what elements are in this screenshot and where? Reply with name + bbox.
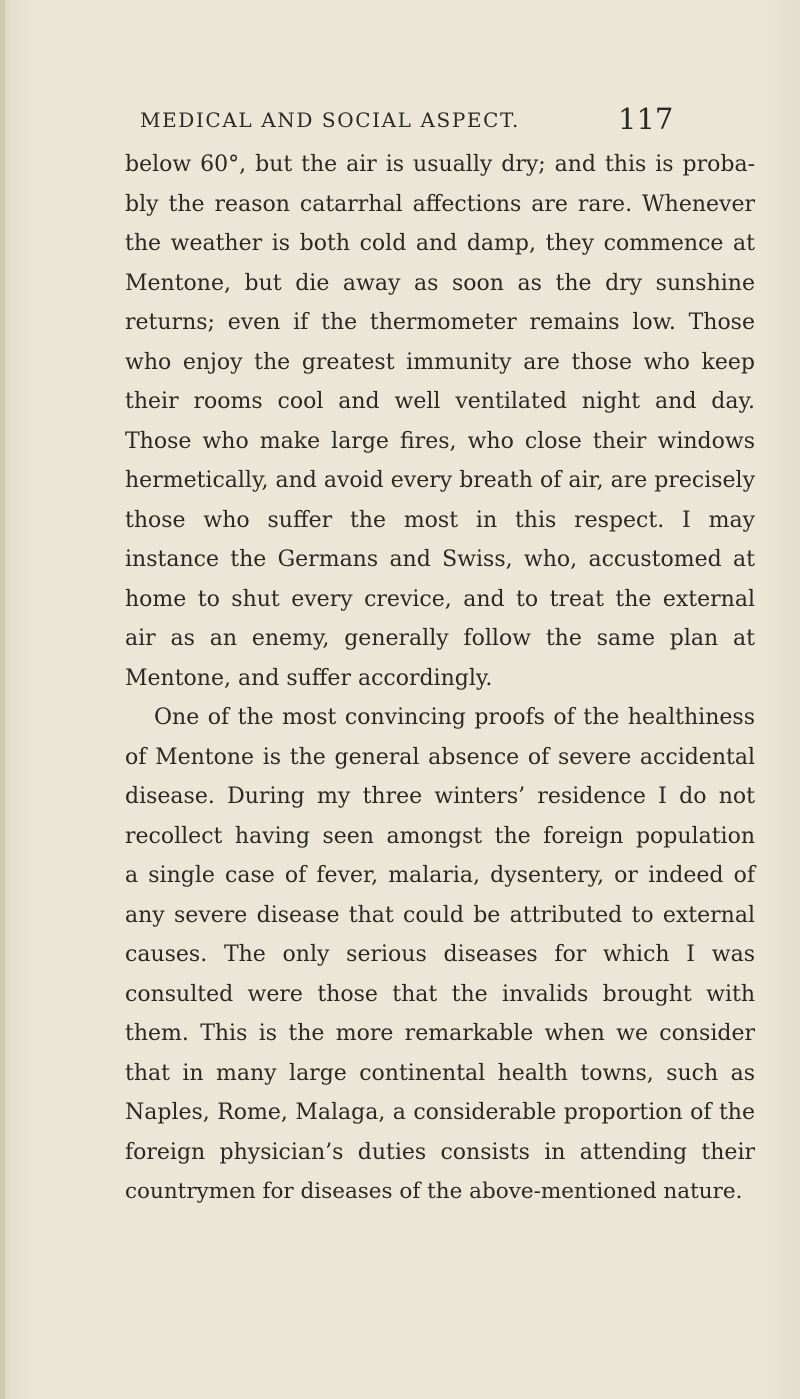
text-line: bly the reason catarrhal affections are rare. Whenever	[125, 191, 755, 217]
text-line: disease. During my three winters’ residence I do not	[125, 784, 755, 809]
text-line: those who suffer the most in this respect. I may	[125, 507, 755, 533]
text-line: the weather is both cold and damp, they commence at	[125, 231, 755, 256]
body-text	[125, 145, 755, 1212]
paragraph-end-line: Mentone, and suffer accordingly.	[125, 665, 493, 691]
page-number: 117	[618, 102, 674, 136]
text-line: Mentone, but die away as soon as the dry sunshine	[125, 270, 755, 296]
text-line: Naples, Rome, Malaga, a considerable proportion of the	[125, 1100, 755, 1125]
text-line: consulted were those that the invalids brought with	[125, 981, 755, 1007]
paragraph-first-line: One of the most convincing proofs of the healthiness	[154, 705, 755, 730]
page-binding-edge	[0, 0, 5, 1399]
text-line: instance the Germans and Swiss, who, accustomed at	[125, 547, 755, 572]
text-line: of Mentone is the general absence of severe accidental	[125, 744, 755, 770]
text-line: any severe disease that could be attributed to external	[125, 902, 755, 928]
text-line: their rooms cool and well ventilated night and day.	[125, 389, 755, 414]
paragraph-end-line: countrymen for diseases of the above-mentioned nature.	[125, 1179, 743, 1204]
running-head: MEDICAL AND SOCIAL ASPECT.	[140, 108, 520, 132]
text-line: below 60°, but the air is usually dry; and this is proba-	[125, 152, 755, 177]
text-line: hermetically, and avoid every breath of air, are precisely	[125, 468, 755, 493]
text-line: returns; even if the thermometer remains low. Those	[125, 310, 755, 335]
text-line: who enjoy the greatest immunity are those who keep	[125, 349, 755, 375]
text-line: them. This is the more remarkable when we consider	[125, 1021, 755, 1046]
text-line: air as an enemy, generally follow the same plan at	[125, 626, 755, 651]
text-line: home to shut every crevice, and to treat the external	[125, 586, 755, 612]
page-header	[0, 102, 800, 142]
text-line: Those who make large fires, who close their windows	[125, 428, 755, 454]
text-line: causes. The only serious diseases for which I was	[125, 942, 755, 967]
text-line: that in many large continental health towns, such as	[125, 1060, 755, 1086]
text-line: recollect having seen amongst the foreign population	[125, 823, 755, 849]
text-line: foreign physician’s duties consists in attending their	[125, 1139, 755, 1165]
text-line: a single case of fever, malaria, dysentery, or indeed of	[125, 863, 755, 888]
